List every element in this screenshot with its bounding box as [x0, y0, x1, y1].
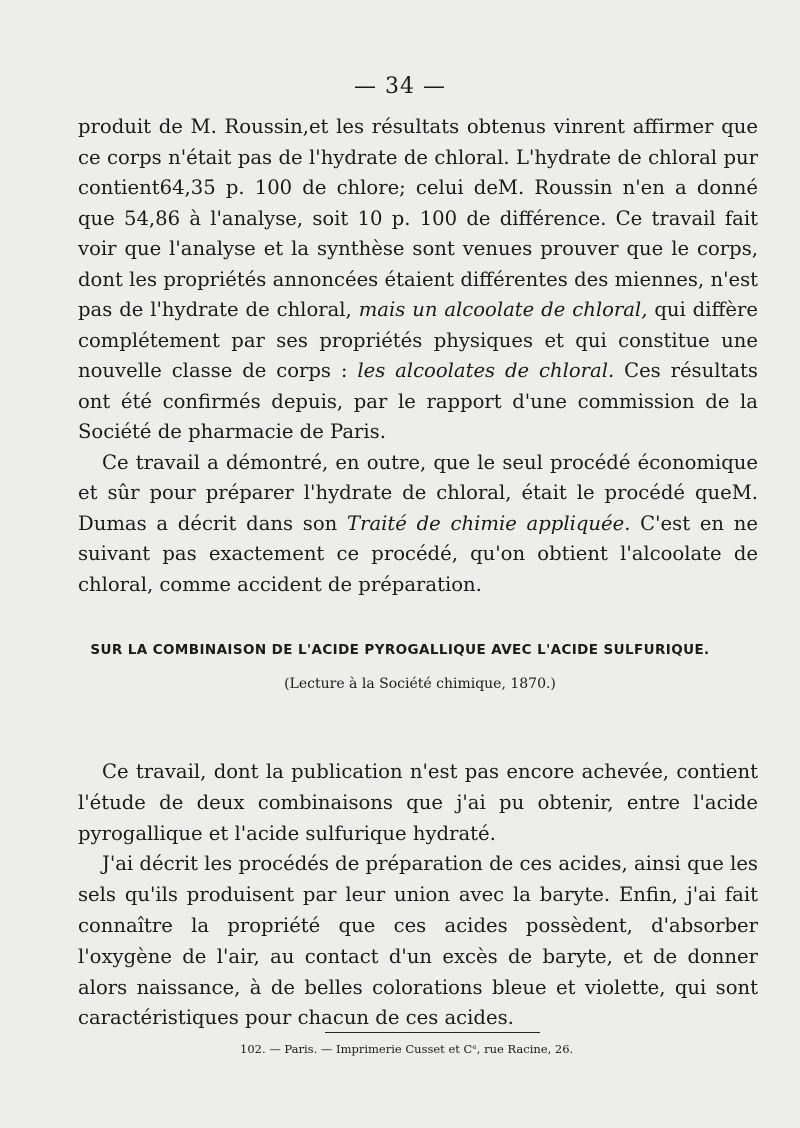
printer-footer: 102. — Paris. — Imprimerie Cusset et Cᵉ, rue Racine, 26.	[240, 1042, 574, 1056]
paragraph-1-text-b: qui diffère complétement par ses propriétés physiques et qui constitue une nouvelle classe de corps :	[78, 298, 758, 382]
paragraph-1	[78, 112, 758, 448]
page-number: — 34 —	[354, 74, 446, 99]
paragraph-1-text-c: Ces résultats ont été confirmés depuis, par le rapport d'une commission de la Société de pharmacie de Paris.	[78, 359, 758, 443]
section-heading: SUR LA COMBINAISON DE L'ACIDE PYROGALLIQUE AVEC L'ACIDE SULFURIQUE.	[90, 642, 710, 658]
section-subheading: (Lecture à la Société chimique, 1870.)	[284, 676, 556, 692]
text-block-top	[78, 112, 758, 600]
paragraph-2-text-b: C'est en ne suivant pas exactement ce procédé, qu'on obtient l'alcoolate de chloral, comme accident de préparation.	[78, 511, 758, 596]
paragraph-4: J'ai décrit les procédés de préparation de ces acides, ainsi que les sels qu'ils produisent par leur union avec la baryte. Enfin, j'ai fait connaître la propriété que ces acides possèdent, d'absorber l'oxygène de l'air, au contact d'un excès de baryte, et de donner alors naissance, à de belles colorations bleue et violette, qui sont caractéristiques pour chacun de ces acides.	[78, 852, 758, 1030]
text-block-bottom	[78, 757, 758, 1034]
footer-rule	[325, 1032, 540, 1033]
paragraph-1-text-a: produit de M. Roussin,et les résultats obtenus vinrent affirmer que ce corps n'était pas de l'hydrate de chloral. L'hydrate de chloral pur contient64,35 p. 100 de chlore; celui deM. Roussin n'en a donné que 54,86 à l'analyse, soit 10 p. 100 de différence. Ce travail fait voir que l'analyse et la synthèse sont venues prouver que le corps, dont les propriétés annoncées étaient différentes des miennes, n'est pas de l'hydrate de chloral,	[78, 115, 758, 321]
paragraph-1-italic-a: mais un alcoolate de chloral,	[358, 298, 648, 321]
paragraph-2-text-a: Ce travail a démontré, en outre, que le seul procédé économique et sûr pour préparer l'hydrate de chloral, était le procédé queM. Dumas a décrit dans son	[78, 450, 758, 535]
paragraph-2	[78, 448, 758, 601]
paragraph-3: Ce travail, dont la publication n'est pas encore achevée, contient l'étude de deux combinaisons que j'ai pu obtenir, entre l'acide pyrogallique et l'acide sulfurique hydraté.	[78, 760, 758, 845]
paragraph-2-italic: Traité de chimie appliquée.	[347, 511, 631, 535]
paragraph-1-italic-b: les alcoolates de chloral.	[357, 359, 615, 382]
